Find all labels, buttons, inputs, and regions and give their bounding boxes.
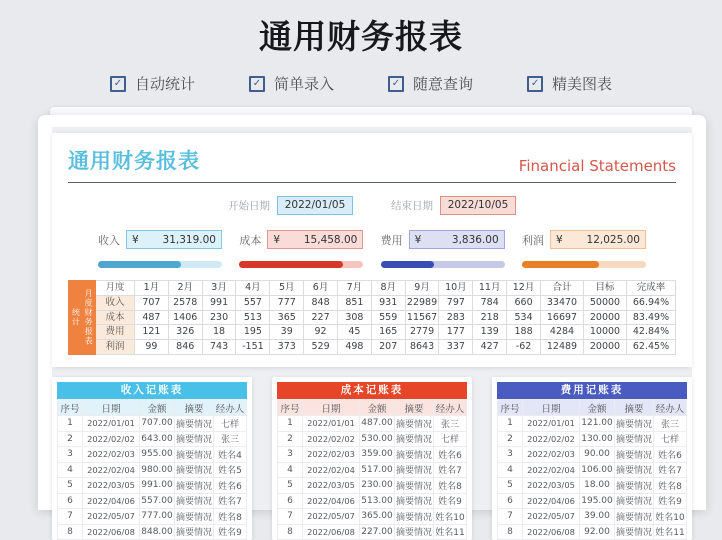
monthly-header-cell: 7月 (337, 281, 371, 296)
metric-value-field[interactable] (267, 230, 363, 249)
monthly-data-cell[interactable]: 2779 (405, 325, 439, 340)
ledger-data-cell[interactable]: 姓名7 (654, 462, 687, 478)
ledger-data-cell[interactable]: 6 (278, 493, 303, 509)
ledger-data-cell[interactable]: 195.00 (580, 493, 615, 509)
start-date-label: 开始日期 (228, 200, 270, 212)
ledger-data-cell[interactable]: 7 (278, 509, 303, 525)
monthly-data-cell[interactable]: 991 (202, 295, 236, 310)
monthly-data-cell[interactable]: 227 (304, 310, 338, 325)
ledger-data-cell[interactable]: 2022/02/02 (83, 431, 140, 447)
ledger-data-cell[interactable]: 摘要情况 (615, 478, 654, 494)
ledger-data-cell[interactable]: 摘要情况 (395, 416, 434, 432)
monthly-header-cell: 合计 (541, 281, 584, 296)
ledger-data-cell[interactable]: 2022/05/07 (83, 509, 140, 525)
metric-progress-fill (98, 261, 181, 268)
metric-value-field[interactable] (550, 230, 646, 249)
metric-amount: 31,319.00 (162, 233, 216, 246)
ledger-header-cell: 经办人 (214, 400, 247, 416)
monthly-data-cell[interactable]: 66.94% (627, 295, 676, 310)
monthly-data-cell[interactable]: 22989 (405, 295, 439, 310)
monthly-data-cell[interactable]: 165 (371, 325, 405, 340)
currency-symbol: ¥ (555, 233, 563, 246)
ledger-data-cell[interactable]: 2022/02/02 (523, 431, 580, 447)
monthly-side-label (69, 281, 96, 355)
monthly-table (68, 280, 676, 355)
monthly-header-cell: 完成率 (627, 281, 676, 296)
ledger-data-cell[interactable]: 姓名7 (214, 493, 247, 509)
monthly-data-cell[interactable]: 337 (439, 340, 473, 355)
ledger-data-cell[interactable]: 643.00 (140, 431, 175, 447)
checkbox-checked-icon[interactable]: ✓ (110, 76, 126, 92)
ledger-data-cell[interactable]: 3 (278, 447, 303, 463)
checkbox-checked-icon[interactable]: ✓ (388, 76, 404, 92)
metric-progress-bar (522, 261, 646, 268)
monthly-data-cell[interactable]: 218 (473, 310, 507, 325)
metric-value-field[interactable] (126, 230, 222, 249)
ledger-data-cell[interactable]: 摘要情况 (395, 431, 434, 447)
monthly-data-cell[interactable]: 777 (270, 295, 304, 310)
monthly-data-cell[interactable]: 62.45% (627, 340, 676, 355)
metric-progress-bar (239, 261, 363, 268)
ledger-data-cell[interactable]: 2022/03/05 (523, 478, 580, 494)
ledger-table (57, 399, 247, 540)
ledger-data-cell[interactable]: 姓名9 (434, 493, 467, 509)
monthly-data-cell[interactable]: 427 (473, 340, 507, 355)
monthly-data-cell[interactable]: 16697 (541, 310, 584, 325)
ledger-data-cell[interactable]: 2022/02/02 (303, 431, 360, 447)
monthly-data-cell[interactable]: 559 (371, 310, 405, 325)
ledger-data-cell[interactable]: 2022/02/04 (303, 462, 360, 478)
monthly-data-cell[interactable]: 283 (439, 310, 473, 325)
monthly-data-cell[interactable]: 498 (337, 340, 371, 355)
ledger-header-cell: 日期 (303, 400, 360, 416)
monthly-data-cell[interactable]: 529 (304, 340, 338, 355)
monthly-data-cell[interactable]: 534 (507, 310, 541, 325)
ledger-panel-income (52, 377, 252, 540)
monthly-data-cell[interactable]: 308 (337, 310, 371, 325)
ledger-panel-expense (492, 377, 692, 540)
ledger-data-cell[interactable]: 2022/04/06 (83, 493, 140, 509)
ledger-data-cell[interactable]: 2022/04/06 (523, 493, 580, 509)
ledger-data-cell[interactable]: 2022/02/03 (523, 447, 580, 463)
ledger-data-cell[interactable]: 摘要情况 (615, 416, 654, 432)
report-card (38, 115, 706, 539)
metric-progress-fill (381, 261, 434, 268)
ledger-data-cell[interactable]: 摘要情况 (395, 462, 434, 478)
ledger-title: 收入记账表 (57, 382, 247, 399)
ledger-header-cell: 日期 (83, 400, 140, 416)
ledger-data-cell[interactable]: 530.00 (360, 431, 395, 447)
monthly-data-cell[interactable]: 230 (202, 310, 236, 325)
monthly-row-label: 费用 (96, 325, 135, 340)
monthly-data-cell[interactable]: 743 (202, 340, 236, 355)
ledger-data-cell[interactable]: 摘要情况 (395, 447, 434, 463)
checkbox-checked-icon[interactable]: ✓ (527, 76, 543, 92)
ledger-data-cell[interactable]: 2022/06/08 (303, 524, 360, 540)
ledger-data-cell[interactable]: 摘要情况 (615, 493, 654, 509)
monthly-data-cell[interactable]: 784 (473, 295, 507, 310)
metric-amount: 15,458.00 (303, 233, 358, 246)
monthly-header-cell: 1月 (135, 281, 169, 296)
ledger-data-cell[interactable]: 2022/02/04 (523, 462, 580, 478)
monthly-data-cell[interactable]: 50000 (584, 295, 627, 310)
monthly-data-cell[interactable]: 99 (135, 340, 169, 355)
monthly-data-cell[interactable]: 557 (236, 295, 270, 310)
ledger-data-cell[interactable]: 2022/01/01 (523, 416, 580, 432)
monthly-data-cell[interactable]: 12489 (541, 340, 584, 355)
metric-progress-fill (522, 261, 599, 268)
monthly-data-cell[interactable]: 20000 (584, 340, 627, 355)
ledger-data-cell[interactable]: 摘要情况 (395, 478, 434, 494)
ledger-data-cell[interactable]: 517.00 (360, 462, 395, 478)
ledger-data-cell[interactable]: 130.00 (580, 431, 615, 447)
ledger-data-cell[interactable]: 955.00 (140, 447, 175, 463)
ledger-data-cell[interactable]: 230.00 (360, 478, 395, 494)
monthly-data-cell[interactable]: 365 (270, 310, 304, 325)
ledger-data-cell[interactable]: 6 (58, 493, 83, 509)
ledger-data-cell[interactable]: 2022/02/03 (83, 447, 140, 463)
monthly-data-cell[interactable]: 10000 (584, 325, 627, 340)
monthly-header-cell: 月度 (96, 281, 135, 296)
monthly-header-cell: 2月 (168, 281, 202, 296)
monthly-data-cell[interactable]: -62 (507, 340, 541, 355)
ledger-data-cell[interactable]: 359.00 (360, 447, 395, 463)
ledger-data-cell[interactable]: 摘要情况 (175, 493, 214, 509)
ledger-data-cell[interactable]: 1 (498, 416, 523, 432)
monthly-data-cell[interactable]: 121 (135, 325, 169, 340)
feature-item-3[interactable] (388, 73, 473, 94)
ledger-data-cell[interactable]: 121.00 (580, 416, 615, 432)
ledger-data-cell[interactable]: 张三 (654, 416, 687, 432)
monthly-data-cell[interactable]: 11567 (405, 310, 439, 325)
ledger-data-cell[interactable]: 365.00 (360, 509, 395, 525)
ledger-data-cell[interactable]: 姓名8 (214, 509, 247, 525)
ledger-data-cell[interactable]: 3 (498, 447, 523, 463)
ledger-data-cell[interactable]: 摘要情况 (175, 462, 214, 478)
ledger-data-cell[interactable]: 姓名9 (654, 493, 687, 509)
ledger-data-cell[interactable]: 七样 (654, 431, 687, 447)
monthly-data-cell[interactable]: 33470 (541, 295, 584, 310)
ledger-data-cell[interactable]: 姓名10 (654, 509, 687, 525)
monthly-data-cell[interactable]: 513 (236, 310, 270, 325)
ledger-data-cell[interactable]: 姓名4 (214, 447, 247, 463)
ledger-data-cell[interactable]: 227.00 (360, 524, 395, 540)
ledger-data-cell[interactable]: 2022/06/08 (83, 524, 140, 540)
monthly-header-cell: 9月 (405, 281, 439, 296)
monthly-data-cell[interactable]: -151 (236, 340, 270, 355)
ledger-header-cell: 序号 (58, 400, 83, 416)
ledger-data-cell[interactable]: 摘要情况 (615, 431, 654, 447)
end-date-label: 结束日期 (391, 200, 433, 212)
ledger-data-cell[interactable]: 4 (278, 462, 303, 478)
checkbox-checked-icon[interactable]: ✓ (249, 76, 265, 92)
side-label-col1: 统计 (71, 307, 81, 327)
ledger-data-cell[interactable]: 2 (58, 431, 83, 447)
ledger-data-cell[interactable]: 3 (58, 447, 83, 463)
ledger-data-cell[interactable]: 摘要情况 (175, 431, 214, 447)
ledger-data-cell[interactable]: 1 (278, 416, 303, 432)
monthly-data-cell[interactable]: 39 (270, 325, 304, 340)
ledger-data-cell[interactable]: 2022/03/05 (303, 478, 360, 494)
ledger-data-cell[interactable]: 摘要情况 (175, 416, 214, 432)
monthly-data-cell[interactable]: 707 (135, 295, 169, 310)
metric-label: 成本 (239, 233, 262, 247)
ledger-header-cell: 摘要 (395, 400, 434, 416)
ledger-data-cell[interactable]: 张三 (434, 416, 467, 432)
monthly-data-cell[interactable]: 1406 (168, 310, 202, 325)
currency-symbol: ¥ (273, 233, 281, 246)
start-date-field[interactable]: 2022/01/05 (277, 196, 353, 215)
ledger-data-cell[interactable]: 张三 (214, 431, 247, 447)
ledger-data-cell[interactable]: 18.00 (580, 478, 615, 494)
report-panel (52, 133, 692, 367)
ledger-data-cell[interactable]: 2 (498, 431, 523, 447)
ledger-data-cell[interactable]: 777.00 (140, 509, 175, 525)
ledger-data-cell[interactable]: 2022/04/06 (303, 493, 360, 509)
ledger-data-cell[interactable]: 707.00 (140, 416, 175, 432)
metric-label: 利润 (521, 233, 544, 247)
ledger-data-cell[interactable]: 摘要情况 (175, 509, 214, 525)
ledger-data-cell[interactable]: 8 (278, 524, 303, 540)
feature-item-1[interactable] (110, 73, 195, 94)
monthly-data-cell[interactable]: 177 (439, 325, 473, 340)
card-interior (52, 127, 692, 539)
ledger-header-cell: 序号 (498, 400, 523, 416)
ledger-data-cell[interactable]: 2 (278, 431, 303, 447)
metric-amount: 3,836.00 (451, 233, 499, 246)
monthly-data-cell[interactable]: 139 (473, 325, 507, 340)
metrics-row (68, 230, 676, 268)
ledger-data-cell[interactable]: 90.00 (580, 447, 615, 463)
feature-item-4[interactable] (527, 73, 612, 94)
ledger-data-cell[interactable]: 5 (498, 478, 523, 494)
monthly-data-cell[interactable]: 188 (507, 325, 541, 340)
ledger-header-cell: 金额 (580, 400, 615, 416)
side-label-col2: 月度财务报表 (84, 288, 94, 346)
ledger-data-cell[interactable]: 姓名8 (434, 478, 467, 494)
metric-label: 费用 (380, 233, 403, 247)
monthly-data-cell[interactable]: 797 (439, 295, 473, 310)
ledger-header-cell: 经办人 (654, 400, 687, 416)
ledger-header-cell: 经办人 (434, 400, 467, 416)
header-divider (68, 182, 676, 183)
ledger-data-cell[interactable]: 姓名6 (214, 478, 247, 494)
monthly-header-cell: 10月 (439, 281, 473, 296)
feature-item-2[interactable] (249, 73, 334, 94)
ledger-data-cell[interactable]: 姓名5 (214, 462, 247, 478)
ledger-data-cell[interactable]: 七样 (214, 416, 247, 432)
monthly-data-cell[interactable]: 83.49% (627, 310, 676, 325)
ledger-data-cell[interactable]: 487.00 (360, 416, 395, 432)
ledger-data-cell[interactable]: 姓名11 (434, 524, 467, 540)
monthly-header-cell: 12月 (507, 281, 541, 296)
ledger-data-cell[interactable]: 摘要情况 (395, 524, 434, 540)
ledger-data-cell[interactable]: 6 (498, 493, 523, 509)
ledger-header-cell: 日期 (523, 400, 580, 416)
ledger-panel-cost (272, 377, 472, 540)
metric-progress-bar (381, 261, 505, 268)
ledger-data-cell[interactable]: 摘要情况 (175, 447, 214, 463)
ledger-data-cell[interactable]: 7 (498, 509, 523, 525)
monthly-data-cell[interactable]: 92 (304, 325, 338, 340)
ledger-data-cell[interactable]: 2022/02/04 (83, 462, 140, 478)
monthly-row-label: 成本 (96, 310, 135, 325)
ledger-data-cell[interactable]: 8 (58, 524, 83, 540)
monthly-header-cell: 8月 (371, 281, 405, 296)
ledger-data-cell[interactable]: 4 (58, 462, 83, 478)
monthly-data-cell[interactable]: 2578 (168, 295, 202, 310)
ledger-data-cell[interactable]: 摘要情况 (395, 493, 434, 509)
monthly-data-cell[interactable]: 42.84% (627, 325, 676, 340)
monthly-data-cell[interactable]: 848 (304, 295, 338, 310)
ledger-data-cell[interactable]: 摘要情况 (395, 509, 434, 525)
feature-label: 精美图表 (552, 75, 613, 93)
monthly-data-cell[interactable]: 4284 (541, 325, 584, 340)
ledger-data-cell[interactable]: 92.00 (580, 524, 615, 540)
ledger-data-cell[interactable]: 摘要情况 (615, 509, 654, 525)
ledger-data-cell[interactable]: 557.00 (140, 493, 175, 509)
ledger-data-cell[interactable]: 2022/01/01 (303, 416, 360, 432)
ledger-data-cell[interactable]: 2022/06/08 (523, 524, 580, 540)
ledger-data-cell[interactable]: 991.00 (140, 478, 175, 494)
report-subtitle-en: Financial Statements (518, 157, 676, 175)
ledger-title: 成本记账表 (277, 382, 467, 399)
ledger-data-cell[interactable]: 980.00 (140, 462, 175, 478)
ledger-data-cell[interactable]: 七样 (434, 431, 467, 447)
monthly-data-cell[interactable]: 207 (371, 340, 405, 355)
ledger-data-cell[interactable]: 2022/03/05 (83, 478, 140, 494)
ledger-header-cell: 金额 (360, 400, 395, 416)
feature-list (0, 73, 722, 94)
monthly-data-cell[interactable]: 45 (337, 325, 371, 340)
end-date-field[interactable]: 2022/10/05 (440, 196, 516, 215)
metric-value-field[interactable] (409, 230, 505, 249)
ledger-table (497, 399, 687, 540)
date-filter-row (68, 196, 676, 215)
ledger-data-cell[interactable]: 摘要情况 (175, 478, 214, 494)
monthly-data-cell[interactable]: 851 (337, 295, 371, 310)
report-panel-header (68, 145, 676, 175)
ledger-data-cell[interactable]: 2022/01/01 (83, 416, 140, 432)
ledger-row (52, 377, 692, 540)
monthly-header-cell: 5月 (270, 281, 304, 296)
ledger-data-cell[interactable]: 摘要情况 (615, 447, 654, 463)
ledger-data-cell[interactable]: 姓名6 (654, 447, 687, 463)
metric-cost (239, 230, 363, 268)
metric-amount: 12,025.00 (586, 233, 640, 246)
ledger-title: 费用记账表 (497, 382, 687, 399)
monthly-data-cell[interactable]: 8643 (405, 340, 439, 355)
ledger-data-cell[interactable]: 5 (58, 478, 83, 494)
report-title: 通用财务报表 (68, 149, 200, 173)
ledger-header-cell: 摘要 (175, 400, 214, 416)
monthly-header-cell: 目标 (584, 281, 627, 296)
monthly-data-cell[interactable]: 20000 (584, 310, 627, 325)
metric-income (98, 230, 222, 268)
ledger-data-cell[interactable]: 2022/05/07 (523, 509, 580, 525)
ledger-data-cell[interactable]: 4 (498, 462, 523, 478)
ledger-data-cell[interactable]: 姓名11 (654, 524, 687, 540)
currency-symbol: ¥ (132, 233, 139, 246)
feature-label: 简单录入 (273, 75, 334, 93)
ledger-data-cell[interactable]: 姓名10 (434, 509, 467, 525)
metric-profit (522, 230, 646, 268)
metric-progress-fill (239, 261, 343, 268)
monthly-header-cell: 4月 (236, 281, 270, 296)
ledger-data-cell[interactable]: 2022/05/07 (303, 509, 360, 525)
ledger-data-cell[interactable]: 姓名6 (434, 447, 467, 463)
monthly-header-cell: 3月 (202, 281, 236, 296)
currency-symbol: ¥ (414, 233, 422, 246)
feature-label: 随意查询 (413, 75, 474, 93)
ledger-data-cell[interactable]: 1 (58, 416, 83, 432)
monthly-data-cell[interactable]: 18 (202, 325, 236, 340)
ledger-data-cell[interactable]: 39.00 (580, 509, 615, 525)
page-title: 通用财务报表 (259, 17, 463, 56)
ledger-data-cell[interactable]: 8 (498, 524, 523, 540)
monthly-data-cell[interactable]: 326 (168, 325, 202, 340)
ledger-header-cell: 金额 (140, 400, 175, 416)
ledger-data-cell[interactable]: 摘要情况 (615, 524, 654, 540)
metric-label: 收入 (98, 233, 120, 247)
ledger-data-cell[interactable]: 848.00 (140, 524, 175, 540)
monthly-header-cell: 6月 (304, 281, 338, 296)
ledger-data-cell[interactable]: 姓名8 (654, 478, 687, 494)
metric-progress-bar (98, 261, 222, 268)
monthly-data-cell[interactable]: 660 (507, 295, 541, 310)
monthly-row-label: 收入 (96, 295, 135, 310)
ledger-header-cell: 序号 (278, 400, 303, 416)
ledger-data-cell[interactable]: 姓名7 (434, 462, 467, 478)
metric-expense (381, 230, 505, 268)
ledger-data-cell[interactable]: 513.00 (360, 493, 395, 509)
ledger-data-cell[interactable]: 106.00 (580, 462, 615, 478)
monthly-header-cell: 11月 (473, 281, 507, 296)
ledger-data-cell[interactable]: 7 (58, 509, 83, 525)
feature-label: 自动统计 (134, 75, 195, 93)
ledger-data-cell[interactable]: 5 (278, 478, 303, 494)
monthly-data-cell[interactable]: 931 (371, 295, 405, 310)
ledger-data-cell[interactable]: 姓名9 (214, 524, 247, 540)
monthly-row-label: 利润 (96, 340, 135, 355)
monthly-data-cell[interactable]: 487 (135, 310, 169, 325)
ledger-data-cell[interactable]: 摘要情况 (175, 524, 214, 540)
ledger-data-cell[interactable]: 摘要情况 (615, 462, 654, 478)
ledger-table (277, 399, 467, 540)
monthly-data-cell[interactable]: 846 (168, 340, 202, 355)
monthly-data-cell[interactable]: 195 (236, 325, 270, 340)
ledger-header-cell: 摘要 (615, 400, 654, 416)
ledger-data-cell[interactable]: 2022/02/03 (303, 447, 360, 463)
monthly-data-cell[interactable]: 373 (270, 340, 304, 355)
